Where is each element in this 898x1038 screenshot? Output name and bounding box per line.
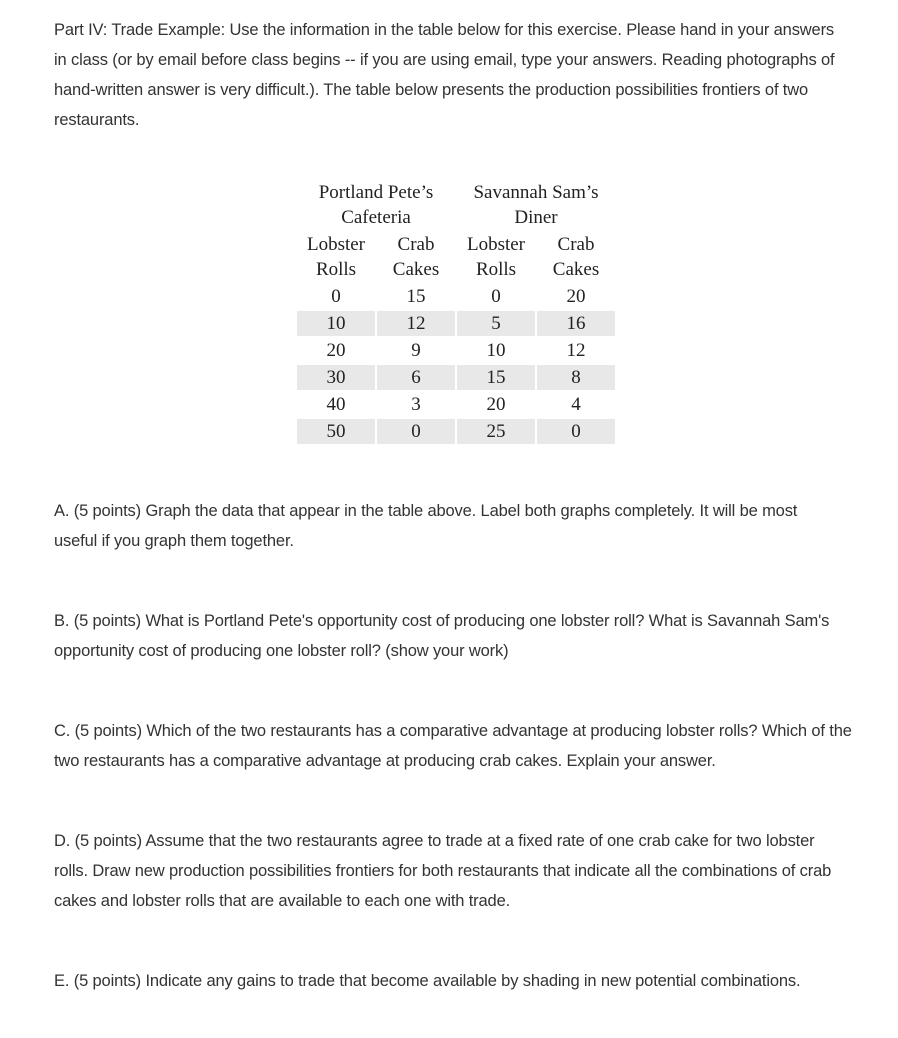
table-cell: 10 — [457, 338, 535, 363]
col-header-lobster-1: Lobster Rolls — [297, 232, 375, 282]
table-cell: 5 — [457, 311, 535, 336]
table-header-restaurants — [297, 180, 615, 230]
table-cell: 10 — [297, 311, 375, 336]
question-b: B. (5 points) What is Portland Pete's opportunity cost of producing one lobster roll? What is Savannah Sam's opportunity cost of producing one lobster roll? (show your work) — [54, 612, 830, 660]
table-cell: 0 — [377, 419, 455, 444]
table-cell: 0 — [537, 419, 615, 444]
table-cell: 40 — [297, 392, 375, 417]
table-cell: 8 — [537, 365, 615, 390]
col-header-crab-2: Crab Cakes — [537, 232, 615, 282]
restaurant-1-header: Portland Pete’s Cafeteria — [297, 180, 455, 230]
table-cell: 15 — [377, 284, 455, 309]
table-cell: 9 — [377, 338, 455, 363]
table-row — [297, 365, 615, 390]
table-cell: 15 — [457, 365, 535, 390]
table-header-goods — [297, 232, 615, 282]
table-cell: 0 — [457, 284, 535, 309]
table-cell: 25 — [457, 419, 535, 444]
col-header-crab-1: Crab Cakes — [377, 232, 455, 282]
table-cell: 4 — [537, 392, 615, 417]
table-cell: 50 — [297, 419, 375, 444]
table-row — [297, 392, 615, 417]
ppf-table — [295, 178, 617, 446]
restaurant-2-header: Savannah Sam’s Diner — [457, 180, 615, 230]
table-row — [297, 311, 615, 336]
intro-paragraph: Part IV: Trade Example: Use the information in the table below for this exercise. Please hand in your answers in class (or by email before class begins -- if you are using email, type your answers. Reading photographs of hand-written answer is very difficult.). The table below presents the production possibilities frontiers of two restaurants. — [54, 21, 835, 129]
col-header-lobster-2: Lobster Rolls — [457, 232, 535, 282]
table-cell: 3 — [377, 392, 455, 417]
table-cell: 30 — [297, 365, 375, 390]
table-cell: 6 — [377, 365, 455, 390]
table-row — [297, 338, 615, 363]
question-e: E. (5 points) Indicate any gains to trade that become available by shading in new potential combinations. — [54, 972, 801, 990]
table-cell: 20 — [457, 392, 535, 417]
question-c: C. (5 points) Which of the two restaurants has a comparative advantage at producing lobster rolls? Which of the two restaurants has a comparative advantage at producing crab cakes. Explain your answer. — [54, 722, 852, 770]
table-cell: 12 — [537, 338, 615, 363]
table-cell: 16 — [537, 311, 615, 336]
table-cell: 20 — [537, 284, 615, 309]
question-a: A. (5 points) Graph the data that appear in the table above. Label both graphs completely. It will be most useful if you graph them together. — [54, 502, 798, 550]
table-cell: 20 — [297, 338, 375, 363]
table-cell: 12 — [377, 311, 455, 336]
table-row — [297, 284, 615, 309]
table-row — [297, 419, 615, 444]
question-d: D. (5 points) Assume that the two restaurants agree to trade at a fixed rate of one crab cake for two lobster rolls. Draw new production possibilities frontiers for both restaurants that indicate all the combinations of crab cakes and lobster rolls that are available to each one with trade. — [54, 832, 832, 910]
table-cell: 0 — [297, 284, 375, 309]
